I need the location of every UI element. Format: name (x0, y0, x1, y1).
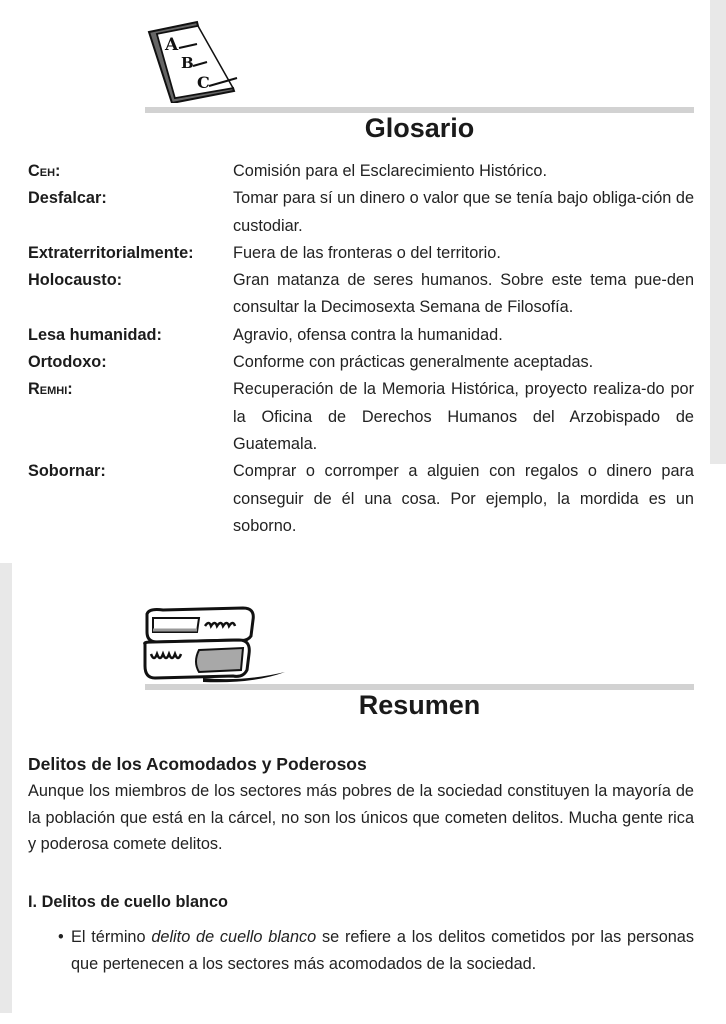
summary-subheading: I. Delitos de cuello blanco (28, 892, 228, 911)
svg-text:A: A (165, 35, 179, 55)
glossary-definition: Recuperación de la Memoria Histórica, proyecto realiza-do por la Oficina de Derechos Humanos del Arzobispado de Guatemala. (233, 380, 694, 453)
glossary-list (28, 158, 694, 540)
bullet-icon: • (58, 927, 64, 946)
bullet-emphasis: delito de cuello blanco (151, 927, 317, 946)
bullet-text-after: se refiere a los delitos cometidos por las personas que pertenecen a los sectores más acomodados de la sociedad. (71, 927, 694, 973)
glossary-term: Lesa humanidad: (28, 325, 162, 344)
glossary-term: Ceh: (28, 162, 61, 180)
summary-heading: Delitos de los Acomodados y Poderosos (28, 754, 367, 774)
glossary-definition: Fuera de las fronteras o del territorio. (233, 243, 501, 262)
list-item (28, 924, 694, 978)
glossary-entry (28, 240, 694, 267)
abc-notebook-icon (145, 18, 245, 103)
glossary-term: Sobornar: (28, 462, 106, 481)
bullet-text-before: El término (71, 927, 152, 946)
glossary-entry (28, 158, 694, 185)
summary-body (28, 750, 694, 978)
glossary-definition: Conforme con prácticas generalmente aceptadas. (233, 353, 594, 372)
summary-bullet-list (28, 924, 694, 978)
glossary-entry (28, 458, 694, 540)
books-stack-icon (143, 606, 288, 684)
page-edge-bar-right (710, 0, 726, 464)
glossary-entry (28, 349, 694, 376)
glossary-term: Remhi: (28, 380, 73, 399)
glossary-definition: Comisión para el Esclarecimiento Histórico. (233, 162, 547, 180)
glossary-entry (28, 267, 694, 322)
glossary-definition: Gran matanza de seres humanos. Sobre este tema pue-den consultar la Decimosexta Semana de Filosofía. (233, 271, 694, 317)
summary-paragraph: Aunque los miembros de los sectores más pobres de la sociedad constituyen la mayoría de la población que está en la cárcel, no son los únicos que cometen delitos. Mucha gente rica y poderosa comete delitos. (28, 782, 694, 853)
glossary-definition: Agravio, ofensa contra la humanidad. (233, 325, 503, 344)
svg-text:B: B (181, 54, 194, 72)
glossary-term: Desfalcar: (28, 189, 107, 208)
glossary-term: Holocausto: (28, 271, 123, 290)
page-edge-bar-left (0, 563, 12, 1013)
svg-text:C: C (197, 73, 210, 92)
glossary-entry (28, 322, 694, 349)
summary-title: Resumen (358, 690, 481, 720)
glossary-title: Glosario (364, 113, 475, 143)
glossary-term: Extraterritorialmente: (28, 243, 194, 262)
glossary-term: Ortodoxo: (28, 353, 107, 372)
glossary-definition: Comprar o corromper a alguien con regalos o dinero para conseguir de él una cosa. Por ejemplo, la mordida es un soborno. (233, 462, 694, 535)
glossary-entry (28, 185, 694, 240)
glossary-definition: Tomar para sí un dinero o valor que se tenía bajo obliga-ción de custodiar. (233, 189, 694, 235)
glossary-entry (28, 376, 694, 458)
